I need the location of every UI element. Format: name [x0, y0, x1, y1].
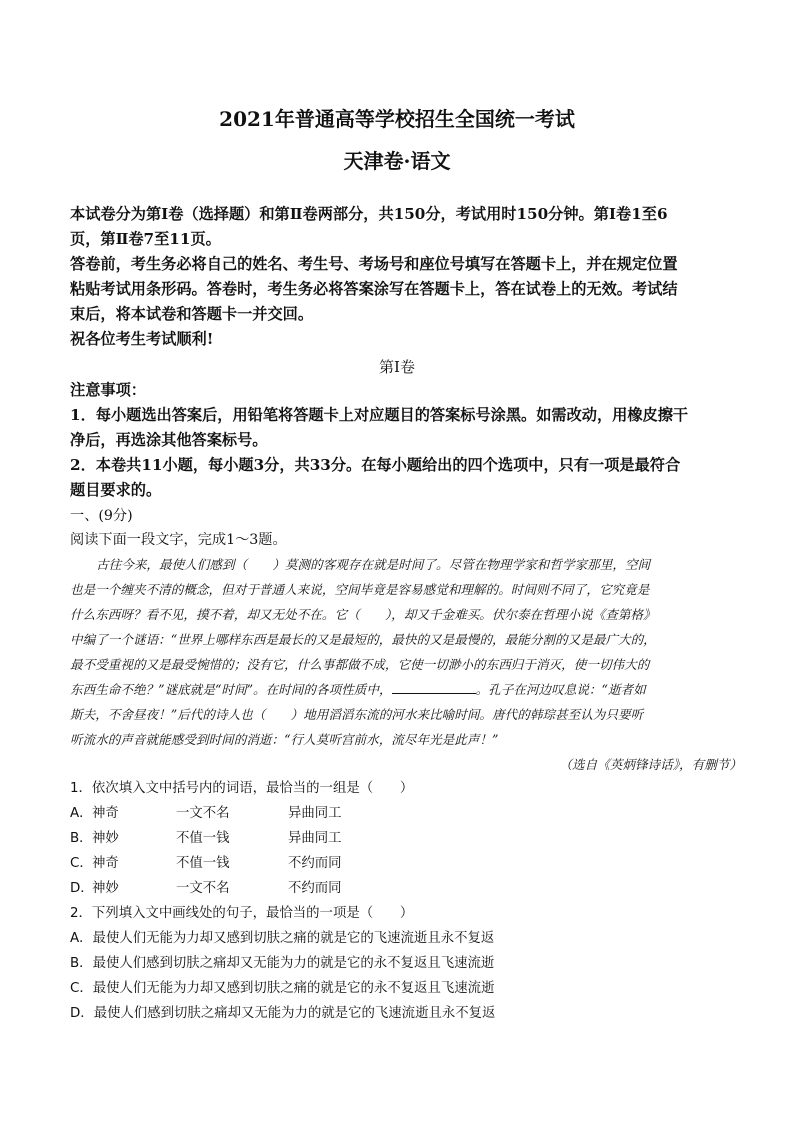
question-stem: 2．下列填入文中画线处的句子，最恰当的一项是（ ）: [70, 906, 414, 921]
option-word-3: 不约而同: [288, 881, 342, 896]
passage-line: 中编了一个谜语：“世界上哪样东西是最长的又是最短的，最快的又是最慢的，最能分割的又是最广大的，: [70, 632, 656, 647]
reading-passage: [70, 552, 722, 752]
option-key: C．: [70, 856, 93, 871]
question-1: [70, 776, 730, 901]
part-instruction: 阅读下面一段文字，完成1～3题。: [70, 532, 287, 548]
option-c: C．最使人们无能为力却又感到切肤之痛的就是它的永不复返且飞速流逝: [70, 981, 495, 996]
passage-line: 什么东西呀？看不见，摸不着，却又无处不在。它（ ），却又千金难买。伏尔泰在哲理小说《查第格》: [70, 607, 656, 622]
passage-line: 听流水的声音就能感受到时间的消逝：“行人莫听宫前水，流尽年光是此声！”: [70, 732, 499, 747]
option-word-2: 一文不名: [176, 806, 230, 821]
option-d: D．最使人们感到切肤之痛却又无能为力的就是它的飞速流逝且永不复返: [70, 1006, 496, 1021]
intro-block: [70, 202, 726, 352]
notes-block: [70, 378, 726, 503]
passage-line-with-blank: [70, 677, 722, 702]
intro-line: 祝各位考生考试顺利!: [70, 330, 214, 348]
option-word-2: 不值一钱: [176, 856, 230, 871]
exam-title: 2021年普通高等学校招生全国统一考试: [219, 107, 575, 131]
option-a: A．最使人们无能为力却又感到切肤之痛的就是它的飞速流逝且永不复返: [70, 931, 495, 946]
option-word-1: 神奇: [92, 856, 119, 871]
passage-source: （选自《英炳锋诗话》，有删节）: [559, 757, 742, 772]
option-word-3: 异曲同工: [288, 831, 342, 846]
notes-line: 2．本卷共11小题，每小题3分，共33分。在每小题给出的四个选项中，只有一项是最符合: [70, 456, 681, 474]
option-word-1: 神奇: [92, 806, 119, 821]
passage-text: 。孔子在河边叹息说：“逝者如: [475, 682, 646, 697]
part-one-block: [70, 504, 730, 552]
passage-line: 古往今来，最使人们感到（ ）莫测的客观存在就是时间了。尽管在物理学家和哲学家那里，空间: [96, 557, 651, 572]
notes-heading: 注意事项：: [70, 381, 146, 399]
option-a: [70, 801, 730, 826]
notes-line: 1．每小题选出答案后，用铅笔将答题卡上对应题目的答案标号涂黑。如需改动，用橡皮擦干: [70, 406, 689, 424]
passage-line: 也是一个缠夹不清的概念，但对于普通人来说，空间毕竟是容易感觉和理解的。时间则不同了，它究竟是: [70, 582, 650, 597]
question-2: [70, 901, 730, 1026]
option-b: B．最使人们感到切肤之痛却又无能为力的就是它的永不复返且飞速流逝: [70, 956, 495, 971]
intro-line: 束后，将本试卷和答题卡一并交回。: [70, 305, 313, 323]
option-word-2: 一文不名: [176, 881, 230, 896]
passage-text: 东西生命不绝？”谜底就是“时间”。在时间的各项性质中，: [70, 682, 392, 697]
option-word-2: 不值一钱: [176, 831, 230, 846]
option-d: [70, 876, 730, 901]
passage-line: 最不受重视的又是最受惋惜的；没有它，什么事都做不成，它使一切渺小的东西归于消灭，使一切伟大的: [70, 657, 650, 672]
notes-line: 题目要求的。: [70, 481, 162, 499]
option-c: [70, 851, 730, 876]
option-word-1: 神妙: [92, 881, 119, 896]
exam-subtitle: 天津卷·语文: [343, 149, 451, 173]
option-key: A．: [70, 806, 93, 821]
intro-line: 答卷前，考生务必将自己的姓名、考生号、考场号和座位号填写在答题卡上，并在规定位置: [70, 255, 678, 273]
option-word-3: 不约而同: [288, 856, 342, 871]
question-stem: 1．依次填入文中括号内的词语，最恰当的一组是（ ）: [70, 781, 414, 796]
passage-line: 斯夫，不舍昼夜！”后代的诗人也（ ）地用滔滔东流的河水来比喻时间。唐代的韩琮甚至认为只要听: [70, 707, 644, 722]
underlined-blank: [392, 679, 476, 694]
option-key: D．: [70, 881, 94, 896]
notes-line: 净后，再选涂其他答案标号。: [70, 431, 268, 449]
intro-line: 本试卷分为第Ⅰ卷（选择题）和第Ⅱ卷两部分，共150分，考试用时150分钟。第Ⅰ卷1至6: [70, 205, 668, 223]
option-word-1: 神妙: [92, 831, 119, 846]
intro-line: 粘贴考试用条形码。答卷时，考生务必将答案涂写在答题卡上，答在试卷上的无效。考试结: [70, 280, 678, 298]
section-label: 第Ⅰ卷: [379, 358, 415, 376]
part-heading: 一、(9分): [70, 508, 133, 524]
intro-line: 页，第Ⅱ卷7至11页。: [70, 230, 221, 248]
option-b: [70, 826, 730, 851]
option-key: B．: [70, 831, 93, 846]
option-word-3: 异曲同工: [288, 806, 342, 821]
